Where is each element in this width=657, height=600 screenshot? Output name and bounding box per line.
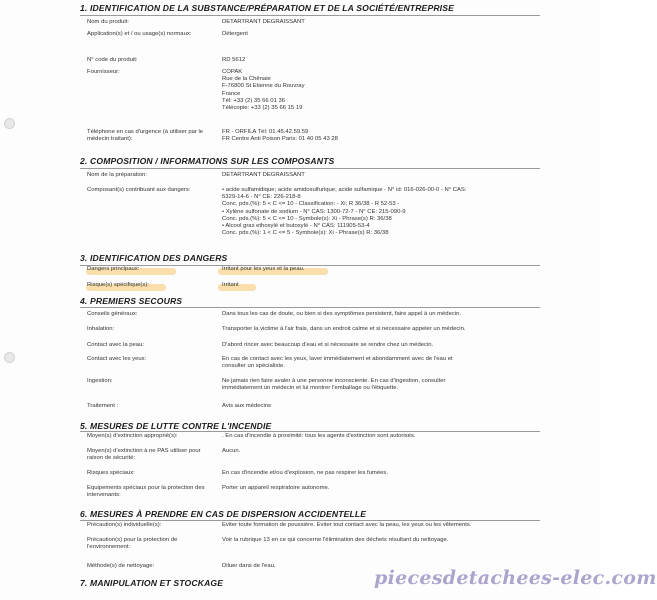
field-label: Contact avec les yeux: — [87, 356, 147, 362]
field-label: Nom du produit: — [87, 19, 129, 25]
field-value-line: Dans tous les cas de doute, ou bien si des symptômes persistent, faire appel à un médecin. — [222, 311, 462, 317]
field-value-line: FR - ORFILA Tél: 01.45.42.59.59 — [222, 129, 309, 135]
field-label: Précaution(s) pour la protection de l'environnement: — [87, 537, 178, 551]
section-title-s3: 3. IDENTIFICATION DES DANGERS — [80, 253, 228, 263]
field-value-line: • Xylène sulfonate de sodium - N° CAS: 1300-72-7 - N° CE: 215-090-9 — [222, 208, 406, 215]
field-value-line: immédiatement un médecin et lui montrer l'emballage ou l'étiquette. — [222, 385, 399, 392]
field-value — [222, 433, 542, 440]
field-value-line: Diluer dans de l'eau. — [222, 563, 276, 569]
field-value — [222, 266, 542, 273]
field-label: Méthode(s) de nettoyage: — [87, 563, 155, 569]
field-label: Composant(s) contribuant aux dangers: — [87, 187, 191, 193]
field-value — [222, 129, 542, 143]
field-value-line: En cas de contact avec les yeux, laver immédiatement et abondamment avec de l'eau et — [222, 356, 453, 362]
field-label: Nom de la préparation: — [87, 172, 147, 178]
field-value-line: consulter un spécialiste. — [222, 363, 285, 370]
field-value — [222, 57, 542, 64]
field-value-line: Transporter la victime à l'air frais, dans un endroit calme et si nécessaire appeler un médecin. — [222, 326, 466, 332]
field-value-line: France — [222, 90, 241, 97]
field-label: Contact avec la peau: — [87, 342, 144, 348]
field-value — [222, 19, 542, 26]
punch-hole — [4, 118, 15, 129]
field-value — [222, 356, 542, 370]
field-value-line: Rue de la Chênaie — [222, 76, 271, 83]
section-divider — [80, 520, 540, 521]
field-value-line: Conc. pds.(%): 5 < C <= 10 - Symbole(s): Xi - Phrase(s) R: 36/38 — [222, 215, 392, 222]
section-title-s2: 2. COMPOSITION / INFORMATIONS SUR LES COMPOSANTS — [80, 156, 335, 166]
field-value — [222, 537, 542, 544]
section-divider — [80, 307, 540, 308]
field-value-line: Ne jamais rien faire avaler à une personne inconsciente. En cas d'ingestion, consulter — [222, 378, 446, 384]
field-value-line: • Alcool gras ethoxylé et butoxylé - N° CAS: 111905-53-4 — [222, 223, 370, 230]
field-value — [222, 311, 542, 318]
field-label: Conseils généraux: — [87, 311, 138, 317]
section-divider — [80, 15, 540, 16]
field-label: Téléphone en cas d'urgence (à utiliser par le médecin traitant): — [87, 129, 204, 143]
field-value-line: 5329-14-6 - N° CE: 226-218-8 — [222, 194, 301, 201]
field-value — [222, 485, 542, 492]
field-label: Ingestion: — [87, 378, 113, 384]
field-value-line: DETARTRANT DEGRAISSANT — [222, 19, 305, 25]
field-value-line: . En cas d'incendie à proximité: tous les agents d'extinction sont autorisés. — [222, 433, 416, 439]
field-value-line: Avis aux médecins — [222, 403, 272, 409]
field-label: Risque(s) spécifique(s): — [87, 282, 149, 288]
field-value-line: Détergent — [222, 31, 248, 37]
field-value-line: RD 5612 — [222, 57, 246, 63]
field-value-line: Porter un appareil respiratoire autonome. — [222, 485, 330, 491]
punch-hole — [4, 352, 15, 363]
field-value — [222, 522, 542, 529]
field-value-line: Conc. pds.(%): 5 < C <= 10 - Classification: - Xi; R 36/38 - R 52-53 - — [222, 201, 400, 208]
watermark: piecesdetachees-elec.com — [374, 567, 657, 589]
field-label: Moyen(s) d'extinction approprié(s): — [87, 433, 178, 439]
field-value-line: Voir la rubrique 13 en ce qui concerne l'élimination des déchets résultant du nettoyage. — [222, 537, 449, 543]
section-divider — [80, 168, 540, 169]
field-label: N° code du produit: — [87, 57, 138, 63]
section-title-s6: 6. MESURES À PRENDRE EN CAS DE DISPERSION ACCIDENTELLE — [80, 509, 367, 519]
section-title-s7: 7. MANIPULATION ET STOCKAGE — [80, 578, 224, 588]
field-value — [222, 448, 542, 455]
field-label: Risques spéciaux: — [87, 470, 135, 476]
field-value-line: • acide sulfamidique; acide amidosulfurique; acide sulfamique - N° id: 016-026-00-0 - N° CAS: — [222, 187, 467, 193]
field-label: Dangers principaux: — [87, 266, 140, 272]
field-value-line: Aucun. — [222, 448, 241, 454]
field-value-line: Irritant — [222, 282, 239, 288]
section-divider — [80, 431, 540, 432]
field-value — [222, 31, 542, 38]
field-value — [222, 378, 542, 392]
field-value-line: Irritant pour les yeux et la peau. — [222, 266, 305, 272]
field-value — [222, 342, 542, 349]
section-title-s5: 5. MESURES DE LUTTE CONTRE L'INCENDIE — [80, 421, 272, 431]
field-value-line: COPAK — [222, 69, 243, 75]
field-value-line: Tél: +33 (2) 35 66 01 36 — [222, 97, 286, 104]
field-value-line: D'abord rincer avec beaucoup d'eau et si nécessaire se rendre chez un médecin. — [222, 342, 434, 348]
field-label: Application(s) et / ou usage(s) normaux: — [87, 31, 192, 37]
field-value — [222, 282, 542, 289]
field-label: Inhalation: — [87, 326, 115, 332]
field-value — [222, 172, 542, 179]
section-title-s1: 1. IDENTIFICATION DE LA SUBSTANCE/PRÉPARATION ET DE LA SOCIÉTÉ/ENTREPRISE — [80, 3, 454, 13]
section-title-s4: 4. PREMIERS SECOURS — [80, 296, 183, 306]
field-value-line: DETARTRANT DEGRAISSANT — [222, 172, 305, 178]
field-value — [222, 403, 542, 410]
field-label: Equipements spéciaux pour la protection des intervenants: — [87, 485, 205, 499]
field-value-line: Eviter toute formation de poussière. Eviter tout contact avec la peau, les yeux ou les vêtements. — [222, 522, 472, 528]
field-value-line: Conc. pds.(%): 1 < C <= 5 - Symbole(s): Xi - Phrase(s) R: 36/38 — [222, 230, 389, 237]
field-value — [222, 69, 542, 112]
field-value-line: Télécopie: +33 (2) 35 66 15 19 — [222, 105, 303, 112]
field-value-line: En cas d'incendie et/ou d'explosion, ne pas respirer les fumées. — [222, 470, 388, 476]
field-value — [222, 470, 542, 477]
field-label: Précaution(s) individuelle(s): — [87, 522, 162, 528]
field-value — [222, 187, 542, 237]
field-value-line: FR Centre Anti Poison Paris: 01 40 05 43 28 — [222, 136, 338, 143]
field-label: Fournisseur: — [87, 69, 120, 75]
field-value — [222, 326, 542, 333]
field-label: Traitement : — [87, 403, 119, 409]
field-value-line: F-76800 St Etienne du Rouvray — [222, 83, 305, 90]
field-label: Moyen(s) d'extinction à ne PAS utiliser pour raison de sécurité: — [87, 448, 201, 462]
